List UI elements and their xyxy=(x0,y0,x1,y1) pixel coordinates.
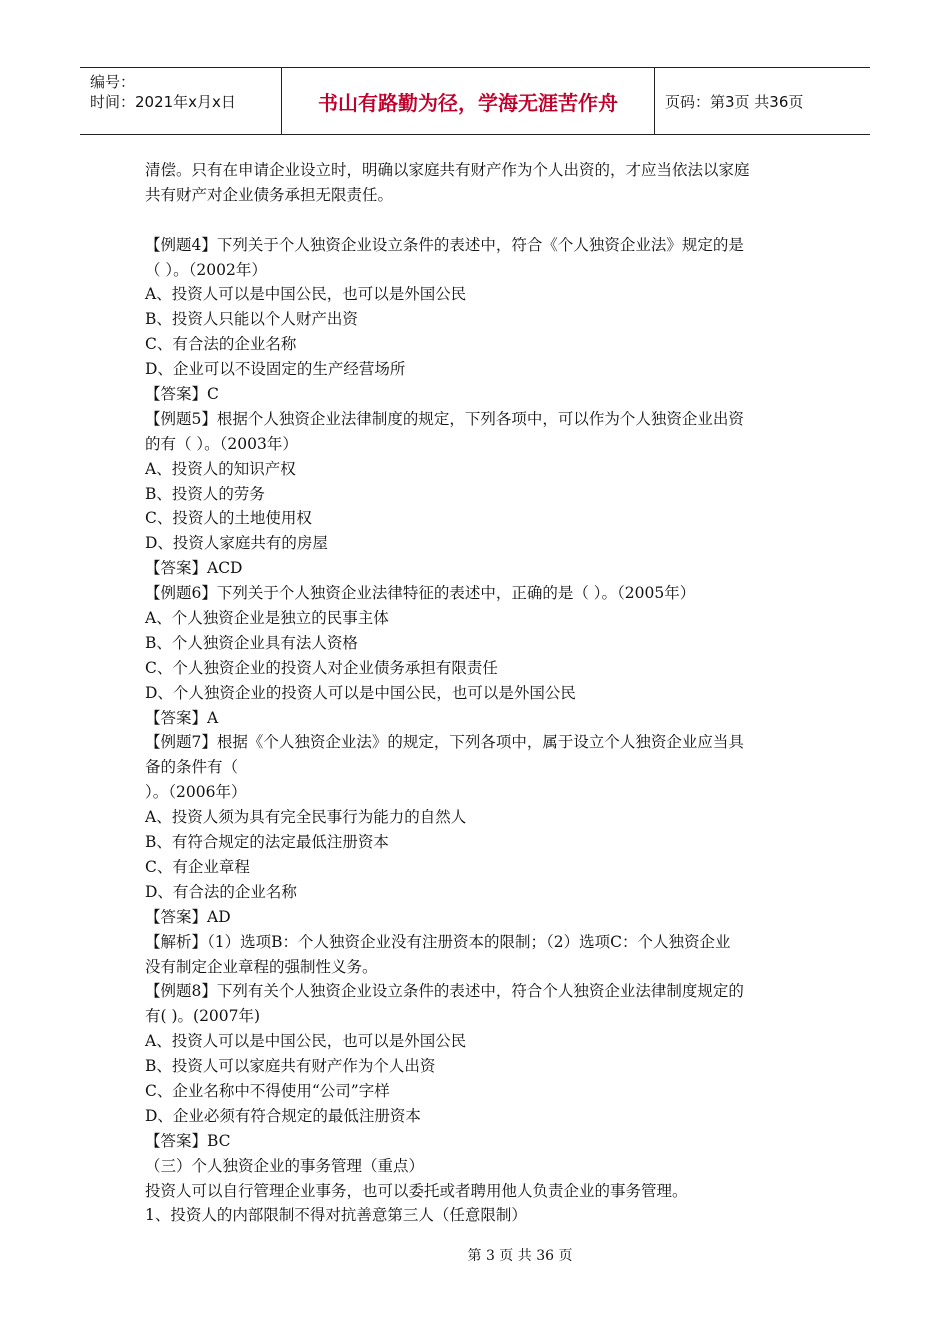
text-line: 【例题4】下列关于个人独资企业设立条件的表述中，符合《个人独资企业法》规定的是 xyxy=(145,235,744,254)
text-line: B、投资人的劳务 xyxy=(145,484,265,503)
text-line: A、个人独资企业是独立的民事主体 xyxy=(145,609,389,628)
motto: 书山有路勤为径，学海无涯苦作舟 xyxy=(318,90,618,115)
text-line: 没有制定企业章程的强制性义务。 xyxy=(145,957,378,976)
text-line: B、个人独资企业具有法人资格 xyxy=(145,633,358,652)
text-line: 共有财产对企业债务承担无限责任。 xyxy=(145,185,394,204)
text-line: B、有符合规定的法定最低注册资本 xyxy=(145,833,389,852)
text-line: （三）个人独资企业的事务管理（重点） xyxy=(145,1156,425,1175)
text-line: C、个人独资企业的投资人对企业债务承担有限责任 xyxy=(145,658,498,677)
serial-label: 编号： xyxy=(90,73,136,91)
text-line: D、有合法的企业名称 xyxy=(145,882,297,901)
header-motto-cell xyxy=(282,68,655,134)
text-line: B、投资人可以家庭共有财产作为个人出资 xyxy=(145,1057,436,1076)
text-line: A、投资人可以是中国公民，也可以是外国公民 xyxy=(145,1032,467,1051)
text-line: B、投资人只能以个人财产出资 xyxy=(145,310,358,329)
blank-line xyxy=(145,208,815,233)
text-line: 【答案】AD xyxy=(145,907,231,926)
text-line: 备的条件有（ xyxy=(145,758,239,777)
text-line: 投资人可以自行管理企业事务，也可以委托或者聘用他人负责企业的事务管理。 xyxy=(145,1181,688,1200)
text-line: D、个人独资企业的投资人可以是中国公民，也可以是外国公民 xyxy=(145,683,576,702)
text-line: C、投资人的土地使用权 xyxy=(145,509,312,528)
text-line: 【答案】ACD xyxy=(145,559,243,578)
header-left-cell xyxy=(80,68,282,134)
text-line: 1、投资人的内部限制不得对抗善意第三人（任意限制） xyxy=(145,1206,527,1225)
text-line: 有( )。(2007年) xyxy=(145,1007,261,1026)
text-line: 清偿。只有在申请企业设立时，明确以家庭共有财产作为个人出资的，才应当依法以家庭 xyxy=(145,161,750,179)
text-line: 【例题5】根据个人独资企业法律制度的规定，下列各项中，可以作为个人独资企业出资 xyxy=(145,409,744,428)
text-line: C、企业名称中不得使用“公司”字样 xyxy=(145,1081,390,1100)
text-line: D、企业必须有符合规定的最低注册资本 xyxy=(145,1106,421,1125)
text-line: C、有企业章程 xyxy=(145,857,250,876)
text-line: ）。（2006年） xyxy=(145,783,247,802)
text-line: 【例题6】下列关于个人独资企业法律特征的表述中，正确的是（ ）。（2005年） xyxy=(145,584,696,603)
text-line: 【解析】（1）选项B：个人独资企业没有注册资本的限制；（2）选项C：个人独资企业 xyxy=(145,932,731,951)
document-body xyxy=(145,158,815,1228)
text-line: C、有合法的企业名称 xyxy=(145,335,297,354)
text-line: （ ）。（2002年） xyxy=(145,260,267,279)
date-line: 时间：2021年x月x日 xyxy=(90,93,236,111)
text-line: D、企业可以不设固定的生产经营场所 xyxy=(145,360,406,379)
text-line: D、投资人家庭共有的房屋 xyxy=(145,534,328,553)
text-line: 的有（ ）。（2003年） xyxy=(145,434,298,453)
text-line: 【例题8】下列有关个人独资企业设立条件的表述中，符合个人独资企业法律制度规定的 xyxy=(145,982,744,1001)
header-page-info: 页码：第3页 共36页 xyxy=(665,92,804,111)
text-line: A、投资人须为具有完全民事行为能力的自然人 xyxy=(145,808,467,827)
text-line: A、投资人的知识产权 xyxy=(145,459,296,478)
text-line: 【例题7】根据《个人独资企业法》的规定，下列各项中，属于设立个人独资企业应当具 xyxy=(145,733,744,752)
main-text xyxy=(145,233,815,1229)
text-line: 【答案】A xyxy=(145,708,219,727)
text-line: 【答案】BC xyxy=(145,1131,231,1150)
text-line: A、投资人可以是中国公民，也可以是外国公民 xyxy=(145,285,467,304)
page-footer: 第 3 页 共 36 页 xyxy=(467,1248,573,1264)
text-line: 【答案】C xyxy=(145,385,219,404)
page-header xyxy=(80,67,870,135)
